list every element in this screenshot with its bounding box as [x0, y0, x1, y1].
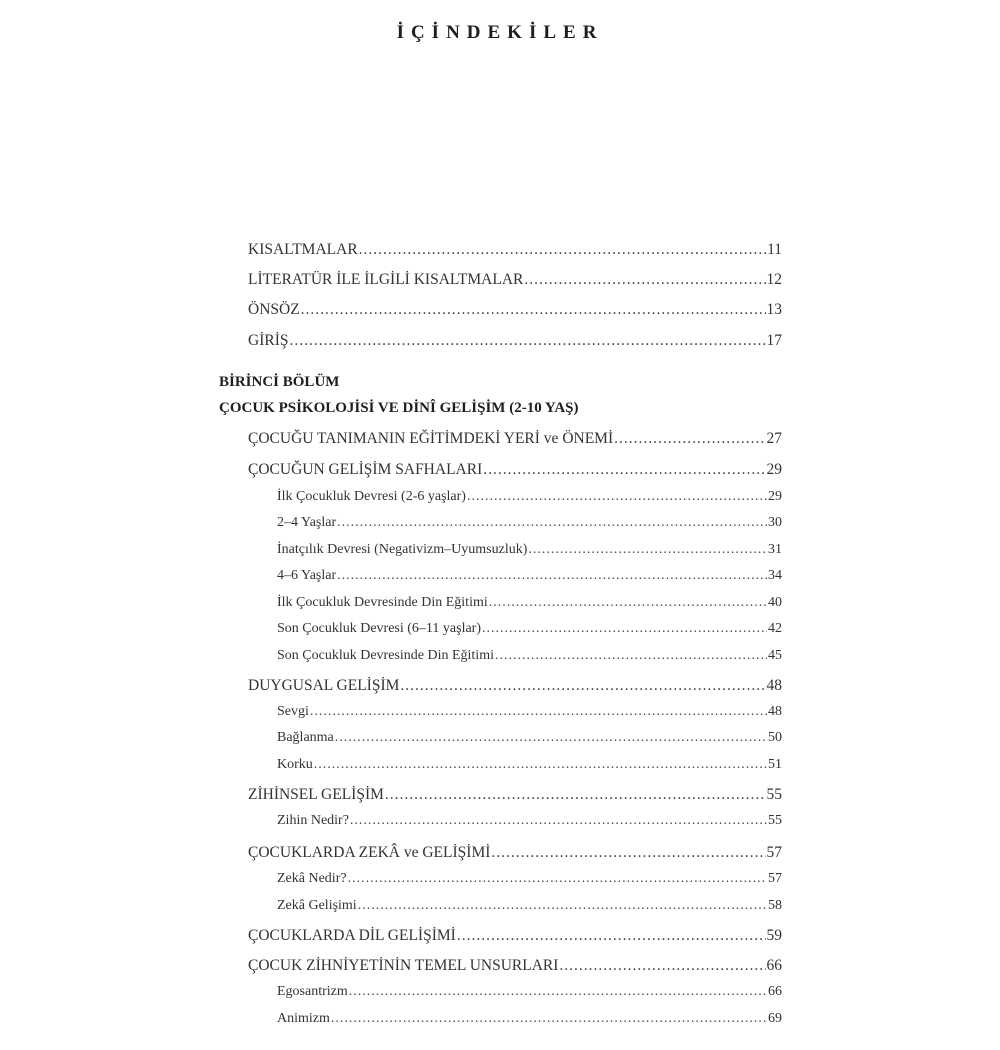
- dot-leader: [349, 984, 767, 1000]
- toc-entry-title: ÇOCUĞU TANIMANIN EĞİTİMDEKİ YERİ ve ÖNEMİ: [248, 430, 614, 447]
- toc-entry: [248, 241, 782, 259]
- page-title: İÇİNDEKİLER: [396, 22, 604, 43]
- toc-entry-title: Egosantrizm: [277, 984, 348, 999]
- toc-entry-title: İlk Çocukluk Devresi (2-6 yaşlar): [277, 489, 466, 504]
- dot-leader: [491, 844, 765, 862]
- toc-entry: [277, 871, 782, 887]
- toc-entry: [277, 489, 782, 505]
- toc-entry-title: İlk Çocukluk Devresinde Din Eğitimi: [277, 595, 488, 610]
- dot-leader: [559, 957, 765, 975]
- toc-entry-title: Korku: [277, 757, 313, 772]
- toc-entry-page-number: 57: [768, 871, 782, 886]
- toc-entry: [277, 704, 782, 720]
- dot-leader: [337, 568, 767, 584]
- toc-entry: [277, 984, 782, 1000]
- toc-entry-page-number: 40: [768, 595, 782, 610]
- dot-leader: [524, 271, 765, 289]
- toc-entry-page-number: 12: [766, 271, 782, 288]
- chapter-subtitle: ÇOCUK PSİKOLOJİSİ VE DİNÎ GELİŞİM (2-10 YAŞ): [219, 400, 579, 416]
- toc-entry: [248, 957, 782, 975]
- dot-leader: [489, 595, 767, 611]
- toc-entry-page-number: 42: [768, 621, 782, 636]
- toc-entry-page-number: 17: [766, 332, 782, 349]
- toc-entry: [277, 515, 782, 531]
- dot-leader: [482, 621, 767, 637]
- toc-entry: [277, 568, 782, 584]
- toc-entry-page-number: 57: [766, 844, 782, 861]
- toc-entry: [277, 542, 782, 558]
- toc-entry-title: KISALTMALAR: [248, 241, 358, 258]
- dot-leader: [310, 704, 767, 720]
- dot-leader: [289, 332, 765, 350]
- toc-entry: [248, 461, 782, 479]
- toc-entry-page-number: 13: [766, 301, 782, 318]
- dot-leader: [457, 927, 766, 945]
- toc-entry-title: ÇOCUK ZİHNİYETİNİN TEMEL UNSURLARI: [248, 957, 559, 974]
- dot-leader: [335, 730, 767, 746]
- toc-entry-title: Zekâ Gelişimi: [277, 898, 357, 913]
- toc-entry-title: GİRİŞ: [248, 332, 289, 349]
- toc-entry: [248, 271, 782, 289]
- toc-entry: [277, 595, 782, 611]
- chapter-heading: BİRİNCİ BÖLÜM: [219, 374, 340, 390]
- toc-entry-title: 2–4 Yaşlar: [277, 515, 337, 530]
- dot-leader: [350, 813, 767, 829]
- toc-entry-page-number: 66: [768, 984, 782, 999]
- toc-entry: [248, 844, 782, 862]
- toc-entry: [248, 927, 782, 945]
- toc-entry-title: Animizm: [277, 1011, 330, 1026]
- toc-entry-title: ZİHİNSEL GELİŞİM: [248, 786, 384, 803]
- toc-entry-title: 4–6 Yaşlar: [277, 568, 337, 583]
- dot-leader: [385, 786, 766, 804]
- dot-leader: [337, 515, 767, 531]
- toc-entry-title: LİTERATÜR İLE İLGİLİ KISALTMALAR: [248, 271, 524, 288]
- dot-leader: [358, 898, 767, 914]
- toc-entry: [248, 786, 782, 804]
- toc-entry-title: Zihin Nedir?: [277, 813, 349, 828]
- toc-entry-title: İnatçılık Devresi (Negativizm–Uyumsuzluk): [277, 542, 528, 557]
- dot-leader: [495, 648, 767, 664]
- toc-entry-title: Bağlanma: [277, 730, 334, 745]
- dot-leader: [467, 489, 767, 505]
- dot-leader: [614, 430, 765, 448]
- toc-entry-page-number: 50: [768, 730, 782, 745]
- toc-entry: [248, 677, 782, 695]
- toc-entry-title: ÇOCUKLARDA ZEKÂ ve GELİŞİMİ: [248, 844, 491, 861]
- toc-entry: [277, 898, 782, 914]
- toc-entry-page-number: 11: [767, 241, 782, 258]
- toc-entry: [248, 430, 782, 448]
- dot-leader: [348, 871, 767, 887]
- toc-entry-page-number: 29: [766, 461, 782, 478]
- toc-entry-page-number: 59: [766, 927, 782, 944]
- toc-entry-page-number: 66: [766, 957, 782, 974]
- dot-leader: [483, 461, 765, 479]
- toc-entry-page-number: 34: [768, 568, 782, 583]
- toc-entry-title: Son Çocukluk Devresi (6–11 yaşlar): [277, 621, 481, 636]
- toc-entry-page-number: 58: [768, 898, 782, 913]
- toc-entry: [248, 301, 782, 319]
- toc-entry-page-number: 55: [768, 813, 782, 828]
- dot-leader: [314, 757, 767, 773]
- toc-entry: [248, 332, 782, 350]
- toc-entry-page-number: 69: [768, 1011, 782, 1026]
- toc-entry: [277, 730, 782, 746]
- dot-leader: [528, 542, 767, 558]
- toc-entry-title: ÇOCUKLARDA DİL GELİŞİMİ: [248, 927, 456, 944]
- toc-entry: [277, 813, 782, 829]
- toc-entry: [277, 621, 782, 637]
- dot-leader: [331, 1011, 767, 1027]
- toc-entry-title: ÇOCUĞUN GELİŞİM SAFHALARI: [248, 461, 483, 478]
- toc-entry-page-number: 30: [768, 515, 782, 530]
- toc-entry-page-number: 45: [768, 648, 782, 663]
- toc-entry: [277, 1011, 782, 1027]
- toc-entry-title: ÖNSÖZ: [248, 301, 300, 318]
- toc-entry-title: Son Çocukluk Devresinde Din Eğitimi: [277, 648, 494, 663]
- toc-entry: [277, 648, 782, 664]
- toc-entry: [277, 757, 782, 773]
- toc-entry-page-number: 27: [766, 430, 782, 447]
- toc-entry-page-number: 51: [768, 757, 782, 772]
- toc-entry-page-number: 31: [768, 542, 782, 557]
- toc-entry-page-number: 48: [768, 704, 782, 719]
- toc-entry-page-number: 48: [766, 677, 782, 694]
- toc-entry-title: Zekâ Nedir?: [277, 871, 347, 886]
- dot-leader: [301, 301, 766, 319]
- toc-entry-page-number: 29: [768, 489, 782, 504]
- toc-entry-title: DUYGUSAL GELİŞİM: [248, 677, 400, 694]
- toc-entry-page-number: 55: [766, 786, 782, 803]
- toc-entry-title: Sevgi: [277, 704, 309, 719]
- dot-leader: [400, 677, 765, 695]
- dot-leader: [359, 241, 766, 259]
